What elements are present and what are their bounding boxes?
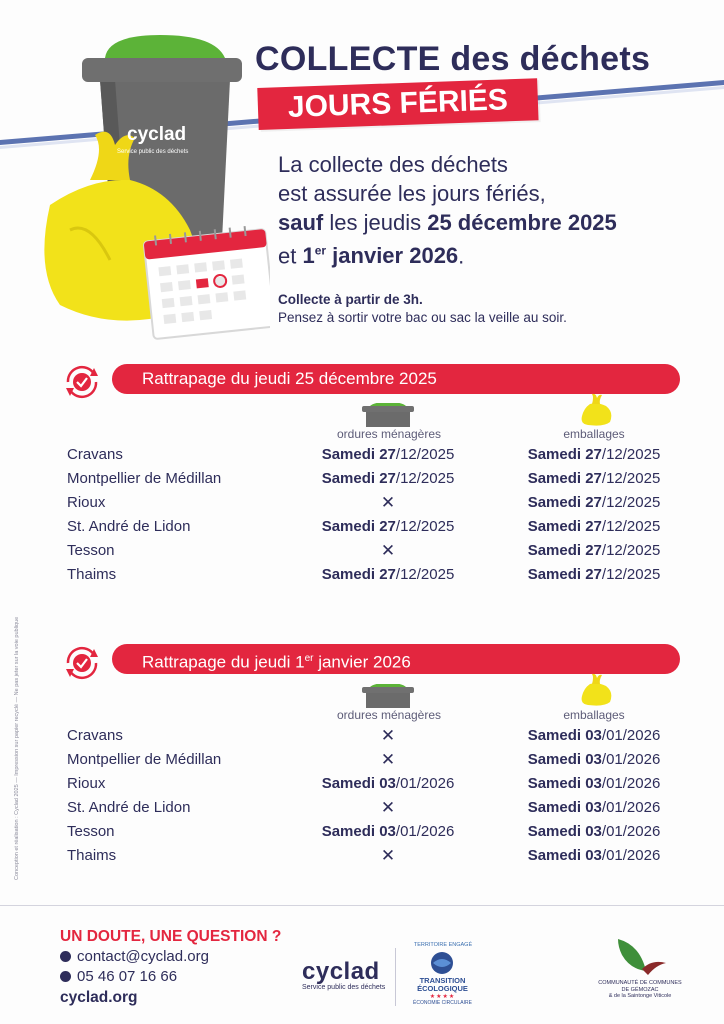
table-row bbox=[67, 724, 677, 748]
emballages-cell: Samedi 03/01/2026 bbox=[527, 823, 661, 840]
footer-phone[interactable]: 05 46 07 16 66 bbox=[60, 968, 177, 985]
grey-bin-icon bbox=[362, 403, 414, 427]
town-name: St. André de Lidon bbox=[67, 518, 191, 535]
column-ordures: ordures ménagères bbox=[336, 427, 442, 441]
page-title: COLLECTE des déchets bbox=[255, 40, 651, 78]
intro-jeudis: les jeudis bbox=[323, 210, 428, 235]
calendar-icon bbox=[143, 224, 270, 339]
town-name: Montpellier de Médillan bbox=[67, 751, 222, 768]
town-name: Tesson bbox=[67, 542, 115, 559]
town-name: Montpellier de Médillan bbox=[67, 470, 222, 487]
emballages-cell: Samedi 27/12/2025 bbox=[527, 542, 661, 559]
yellow-bag-icon bbox=[578, 392, 614, 426]
ordures-cell: ✕ bbox=[380, 726, 396, 745]
ordures-cell: ✕ bbox=[380, 541, 396, 560]
emballages-cell: Samedi 03/01/2026 bbox=[527, 799, 661, 816]
ordures-cell: ✕ bbox=[380, 798, 396, 817]
ordures-cell: Samedi 03/01/2026 bbox=[321, 823, 455, 840]
ordures-cell: ✕ bbox=[380, 846, 396, 865]
header-illustration bbox=[30, 30, 270, 340]
ordures-cell: Samedi 27/12/2025 bbox=[321, 470, 455, 487]
intro-et: et bbox=[278, 243, 303, 269]
table-row bbox=[67, 748, 677, 772]
globe-icon bbox=[428, 951, 456, 975]
bin-logo: cyclad bbox=[127, 124, 187, 145]
intro-text bbox=[278, 150, 708, 270]
footer-question: UN DOUTE, UNE QUESTION ? bbox=[60, 928, 282, 945]
table-row bbox=[67, 467, 677, 491]
bird-leaf-icon bbox=[612, 935, 668, 979]
ordures-cell: Samedi 03/01/2026 bbox=[321, 775, 455, 792]
emballages-cell: Samedi 03/01/2026 bbox=[527, 751, 661, 768]
intro-line-1: La collecte des déchets bbox=[278, 152, 508, 177]
emballages-cell: Samedi 27/12/2025 bbox=[527, 446, 661, 463]
note-line-2: Pensez à sortir votre bac ou sac la veille au soir. bbox=[278, 310, 567, 325]
cc-logo-text: COMMUNAUTÉ DE COMMUNES DE GÉMOZAC & de la Saintonge Viticole bbox=[598, 980, 682, 999]
intro-sauf: sauf bbox=[278, 210, 324, 235]
ordures-cell: ✕ bbox=[380, 493, 396, 512]
table-row bbox=[67, 772, 677, 796]
emballages-cell: Samedi 03/01/2026 bbox=[527, 727, 661, 744]
footer-logo: cyclad bbox=[302, 958, 380, 985]
column-emballages: emballages bbox=[563, 427, 625, 441]
intro-line-3 bbox=[278, 208, 708, 237]
column-ordures: ordures ménagères bbox=[336, 708, 442, 722]
ordures-cell: Samedi 27/12/2025 bbox=[321, 566, 455, 583]
emballages-cell: Samedi 03/01/2026 bbox=[527, 775, 661, 792]
footer-email[interactable]: contact@cyclad.org bbox=[60, 948, 209, 965]
emballages-cell: Samedi 27/12/2025 bbox=[527, 566, 661, 583]
recycle-check-icon bbox=[60, 641, 104, 685]
section-2-title: Rattrapage du jeudi 1er janvier 2026 bbox=[112, 644, 680, 674]
te-stars: ★★★★ bbox=[429, 994, 456, 1000]
town-name: Thaims bbox=[67, 847, 117, 864]
town-name: Rioux bbox=[67, 775, 106, 792]
emballages-cell: Samedi 27/12/2025 bbox=[527, 470, 661, 487]
yellow-bag-icon bbox=[578, 672, 614, 706]
intro-line-2: est assurée les jours fériés, bbox=[278, 181, 546, 206]
table-row bbox=[67, 515, 677, 539]
intro-date-2: 1er janvier 2026 bbox=[302, 243, 459, 269]
table-row bbox=[67, 539, 677, 563]
bin-logo-subtitle: Service public des déchets bbox=[117, 149, 189, 155]
town-name: Cravans bbox=[67, 446, 123, 463]
note-line-1: Collecte à partir de 3h. bbox=[278, 292, 423, 307]
te-label: TERRITOIRE ENGAGÉ bbox=[413, 942, 473, 948]
town-name: Tesson bbox=[67, 823, 115, 840]
footer-logo-divider bbox=[395, 948, 396, 1006]
footer-website[interactable]: cyclad.org bbox=[60, 989, 138, 1006]
recycle-check-icon bbox=[60, 360, 104, 404]
table-row bbox=[67, 820, 677, 844]
collection-note bbox=[278, 291, 567, 327]
town-name: Rioux bbox=[67, 494, 106, 511]
town-name: St. André de Lidon bbox=[67, 799, 191, 816]
ordures-cell: ✕ bbox=[380, 750, 396, 769]
table-row bbox=[67, 844, 677, 868]
grey-bin-icon bbox=[362, 684, 414, 708]
email-icon bbox=[60, 951, 71, 962]
side-note: Conception et réalisation : Cyclad 2025 — Impression sur papier recyclé — Ne pas jeter sur la voie publique bbox=[14, 616, 20, 880]
section-1-title: Rattrapage du jeudi 25 décembre 2025 bbox=[112, 364, 680, 394]
emballages-cell: Samedi 03/01/2026 bbox=[527, 847, 661, 864]
column-emballages: emballages bbox=[563, 708, 625, 722]
ordures-cell: Samedi 27/12/2025 bbox=[321, 446, 455, 463]
town-name: Cravans bbox=[67, 727, 123, 744]
te-subtitle: ÉCONOMIE CIRCULAIRE bbox=[413, 1000, 472, 1006]
intro-line-4: et 1er janvier 2026. bbox=[278, 243, 465, 269]
intro-date-1: 25 décembre 2025 bbox=[427, 210, 617, 235]
town-name: Thaims bbox=[67, 566, 117, 583]
table-row bbox=[67, 491, 677, 515]
footer-logo-subtitle: Service public des déchets bbox=[302, 984, 386, 991]
emballages-cell: Samedi 27/12/2025 bbox=[527, 494, 661, 511]
title-banner: JOURS FÉRIÉS bbox=[257, 78, 538, 130]
ordures-cell: Samedi 27/12/2025 bbox=[321, 518, 455, 535]
emballages-cell: Samedi 27/12/2025 bbox=[527, 518, 661, 535]
table-row bbox=[67, 563, 677, 587]
phone-icon bbox=[60, 971, 71, 982]
table-row bbox=[67, 443, 677, 467]
table-row bbox=[67, 796, 677, 820]
footer-divider-line bbox=[0, 905, 724, 906]
te-title: TRANSITION ÉCOLOGIQUE bbox=[417, 976, 468, 993]
